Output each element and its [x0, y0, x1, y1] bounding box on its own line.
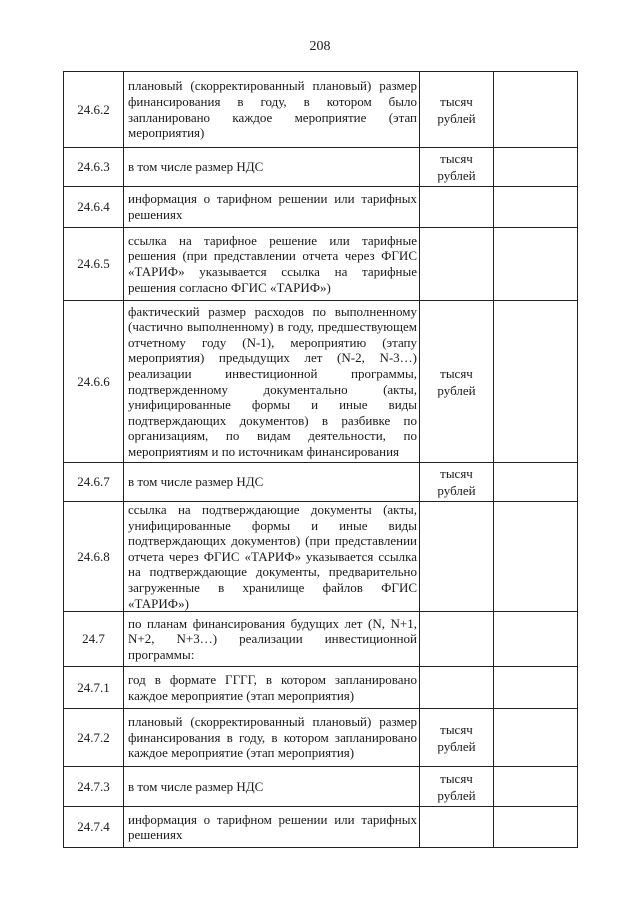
row-number: 24.6.8 — [64, 502, 124, 612]
row-number: 24.6.2 — [64, 72, 124, 148]
row-unit — [420, 187, 494, 228]
row-value-cell — [494, 228, 578, 301]
row-unit: тысяч рублей — [420, 301, 494, 463]
table-row — [64, 807, 578, 848]
row-number: 24.7.1 — [64, 667, 124, 709]
row-description: ссылка на тарифное решение или тарифные решения (при представлении отчета через ФГИС «ТАРИФ» указывается ссылка на тарифные решения согласно ФГИС «ТАРИФ») — [124, 228, 420, 301]
row-description: информация о тарифном решении или тарифных решениях — [124, 187, 420, 228]
row-value-cell — [494, 148, 578, 187]
row-value-cell — [494, 301, 578, 463]
row-unit — [420, 228, 494, 301]
row-description: фактический размер расходов по выполненному (частично выполненному) в году, предшествующем отчетному году (N-1), мероприятию (этапу мероприятия) предыдущих лет (N-2, N-3…) реализации инвестиционной программы, подтвержденному документально (акты, унифицированные формы и иные виды подтверждающих документов) в разбивке по организациям, по видам деятельности, по мероприятиям и по источникам финансирования — [124, 301, 420, 463]
row-number: 24.6.5 — [64, 228, 124, 301]
row-value-cell — [494, 187, 578, 228]
row-value-cell — [494, 463, 578, 502]
row-number: 24.7.2 — [64, 709, 124, 767]
row-description: год в формате ГГГГ, в котором запланировано каждое мероприятие (этап мероприятия) — [124, 667, 420, 709]
row-unit: тысяч рублей — [420, 463, 494, 502]
table-row — [64, 228, 578, 301]
row-unit: тысяч рублей — [420, 767, 494, 807]
row-value-cell — [494, 72, 578, 148]
row-unit: тысяч рублей — [420, 709, 494, 767]
row-unit: тысяч рублей — [420, 72, 494, 148]
row-description: в том числе размер НДС — [124, 767, 420, 807]
row-value-cell — [494, 667, 578, 709]
row-description: в том числе размер НДС — [124, 148, 420, 187]
row-number: 24.7 — [64, 612, 124, 667]
row-value-cell — [494, 767, 578, 807]
row-number: 24.6.7 — [64, 463, 124, 502]
row-number: 24.6.4 — [64, 187, 124, 228]
row-value-cell — [494, 709, 578, 767]
row-description: информация о тарифном решении или тарифных решениях — [124, 807, 420, 848]
row-number: 24.7.3 — [64, 767, 124, 807]
row-description: ссылка на подтверждающие документы (акты, унифицированные формы и иные виды подтверждающих документов) (при представлении отчета через ФГИС «ТАРИФ» указывается ссылка на подтверждающие документы, предварительно загруженные в хранилище файлов ФГИС «ТАРИФ») — [124, 502, 420, 612]
row-number: 24.7.4 — [64, 807, 124, 848]
row-unit — [420, 502, 494, 612]
row-description: в том числе размер НДС — [124, 463, 420, 502]
row-unit — [420, 667, 494, 709]
row-number: 24.6.3 — [64, 148, 124, 187]
row-value-cell — [494, 502, 578, 612]
table-row — [64, 148, 578, 187]
row-value-cell — [494, 612, 578, 667]
row-description: по планам финансирования будущих лет (N, N+1, N+2, N+3…) реализации инвестиционной программы: — [124, 612, 420, 667]
row-unit — [420, 807, 494, 848]
row-number: 24.6.6 — [64, 301, 124, 463]
row-unit — [420, 612, 494, 667]
table-row — [64, 187, 578, 228]
row-value-cell — [494, 807, 578, 848]
row-description: плановый (скорректированный плановый) размер финансирования в году, в котором запланировано каждое мероприятие (этап мероприятия) — [124, 709, 420, 767]
row-description: плановый (скорректированный плановый) размер финансирования в году, в котором было запланировано каждое мероприятие (этап мероприятия) — [124, 72, 420, 148]
requirements-table — [63, 71, 578, 848]
table-row — [64, 502, 578, 612]
table-row — [64, 667, 578, 709]
table-row — [64, 709, 578, 767]
table-row — [64, 612, 578, 667]
row-unit: тысяч рублей — [420, 148, 494, 187]
table-row — [64, 301, 578, 463]
page-number: 208 — [309, 39, 331, 54]
table-row — [64, 463, 578, 502]
table-row — [64, 72, 578, 148]
table-row — [64, 767, 578, 807]
